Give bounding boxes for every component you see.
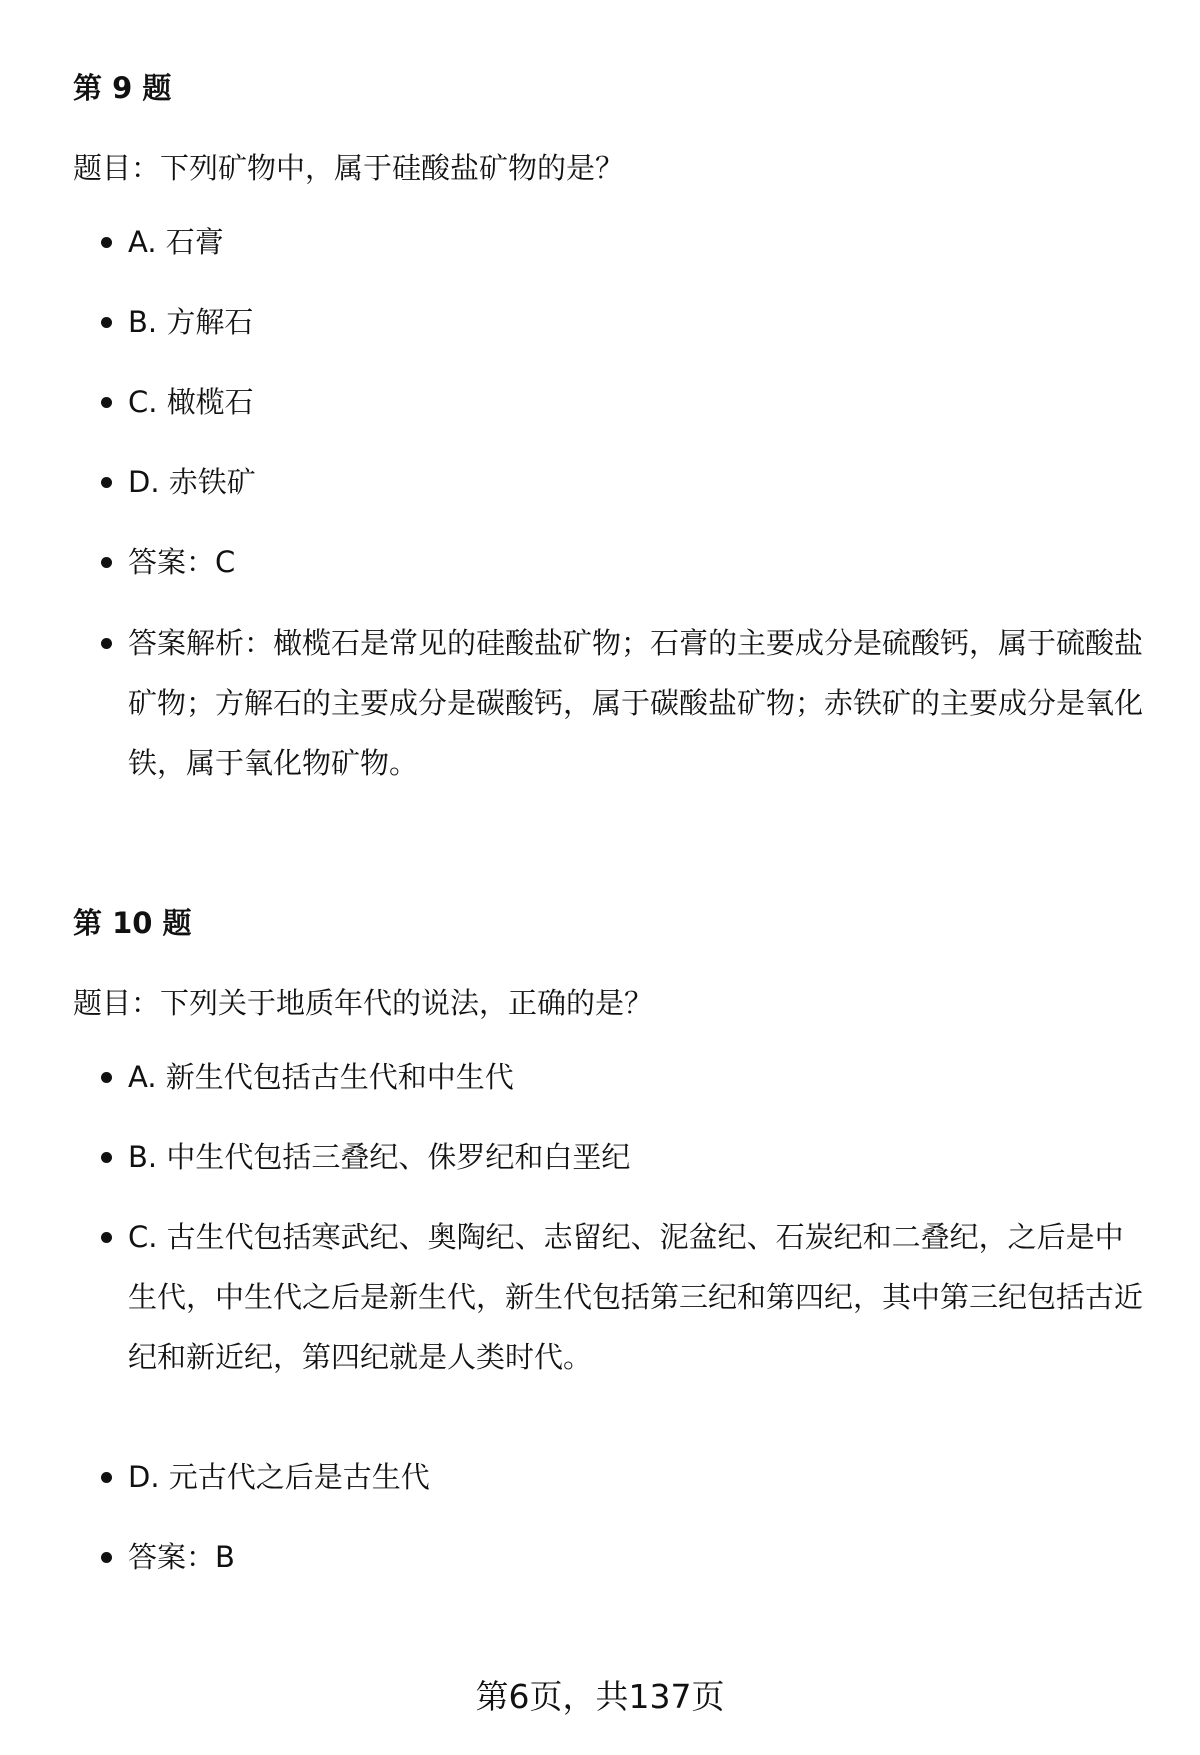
page-number-footer: 第6页，共137页 xyxy=(475,1677,725,1716)
question-10-option-a: A. 新生代包括古生代和中生代 xyxy=(128,1047,1148,1107)
question-10-stem: 题目：下列关于地质年代的说法，正确的是？ xyxy=(73,986,654,1020)
question-9-option-a: A. 石膏 xyxy=(128,212,1148,272)
question-10-answer: 答案：B xyxy=(128,1527,1148,1587)
question-10-option-b: B. 中生代包括三叠纪、侏罗纪和白垩纪 xyxy=(128,1127,1148,1187)
question-9-stem: 题目：下列矿物中，属于硅酸盐矿物的是？ xyxy=(73,151,625,185)
question-9-option-d: D. 赤铁矿 xyxy=(128,452,1148,512)
question-9-option-b: B. 方解石 xyxy=(128,292,1148,352)
question-9-answer: 答案：C xyxy=(128,532,1148,592)
question-10-option-c: C. 古生代包括寒武纪、奥陶纪、志留纪、泥盆纪、石炭纪和二叠纪，之后是中生代，中生代之后是新生代，新生代包括第三纪和第四纪，其中第三纪包括古近纪和新近纪，第四纪就是人类时代。 xyxy=(128,1207,1148,1387)
question-10-title: 第 10 题 xyxy=(73,906,192,940)
question-9-option-c: C. 橄榄石 xyxy=(128,372,1148,432)
question-10-option-d: D. 元古代之后是古生代 xyxy=(128,1447,1148,1507)
question-9-title: 第 9 题 xyxy=(73,71,172,105)
question-9-analysis: 答案解析：橄榄石是常见的硅酸盐矿物；石膏的主要成分是硫酸钙，属于硫酸盐矿物；方解石的主要成分是碳酸钙，属于碳酸盐矿物；赤铁矿的主要成分是氧化铁，属于氧化物矿物。 xyxy=(128,613,1148,793)
